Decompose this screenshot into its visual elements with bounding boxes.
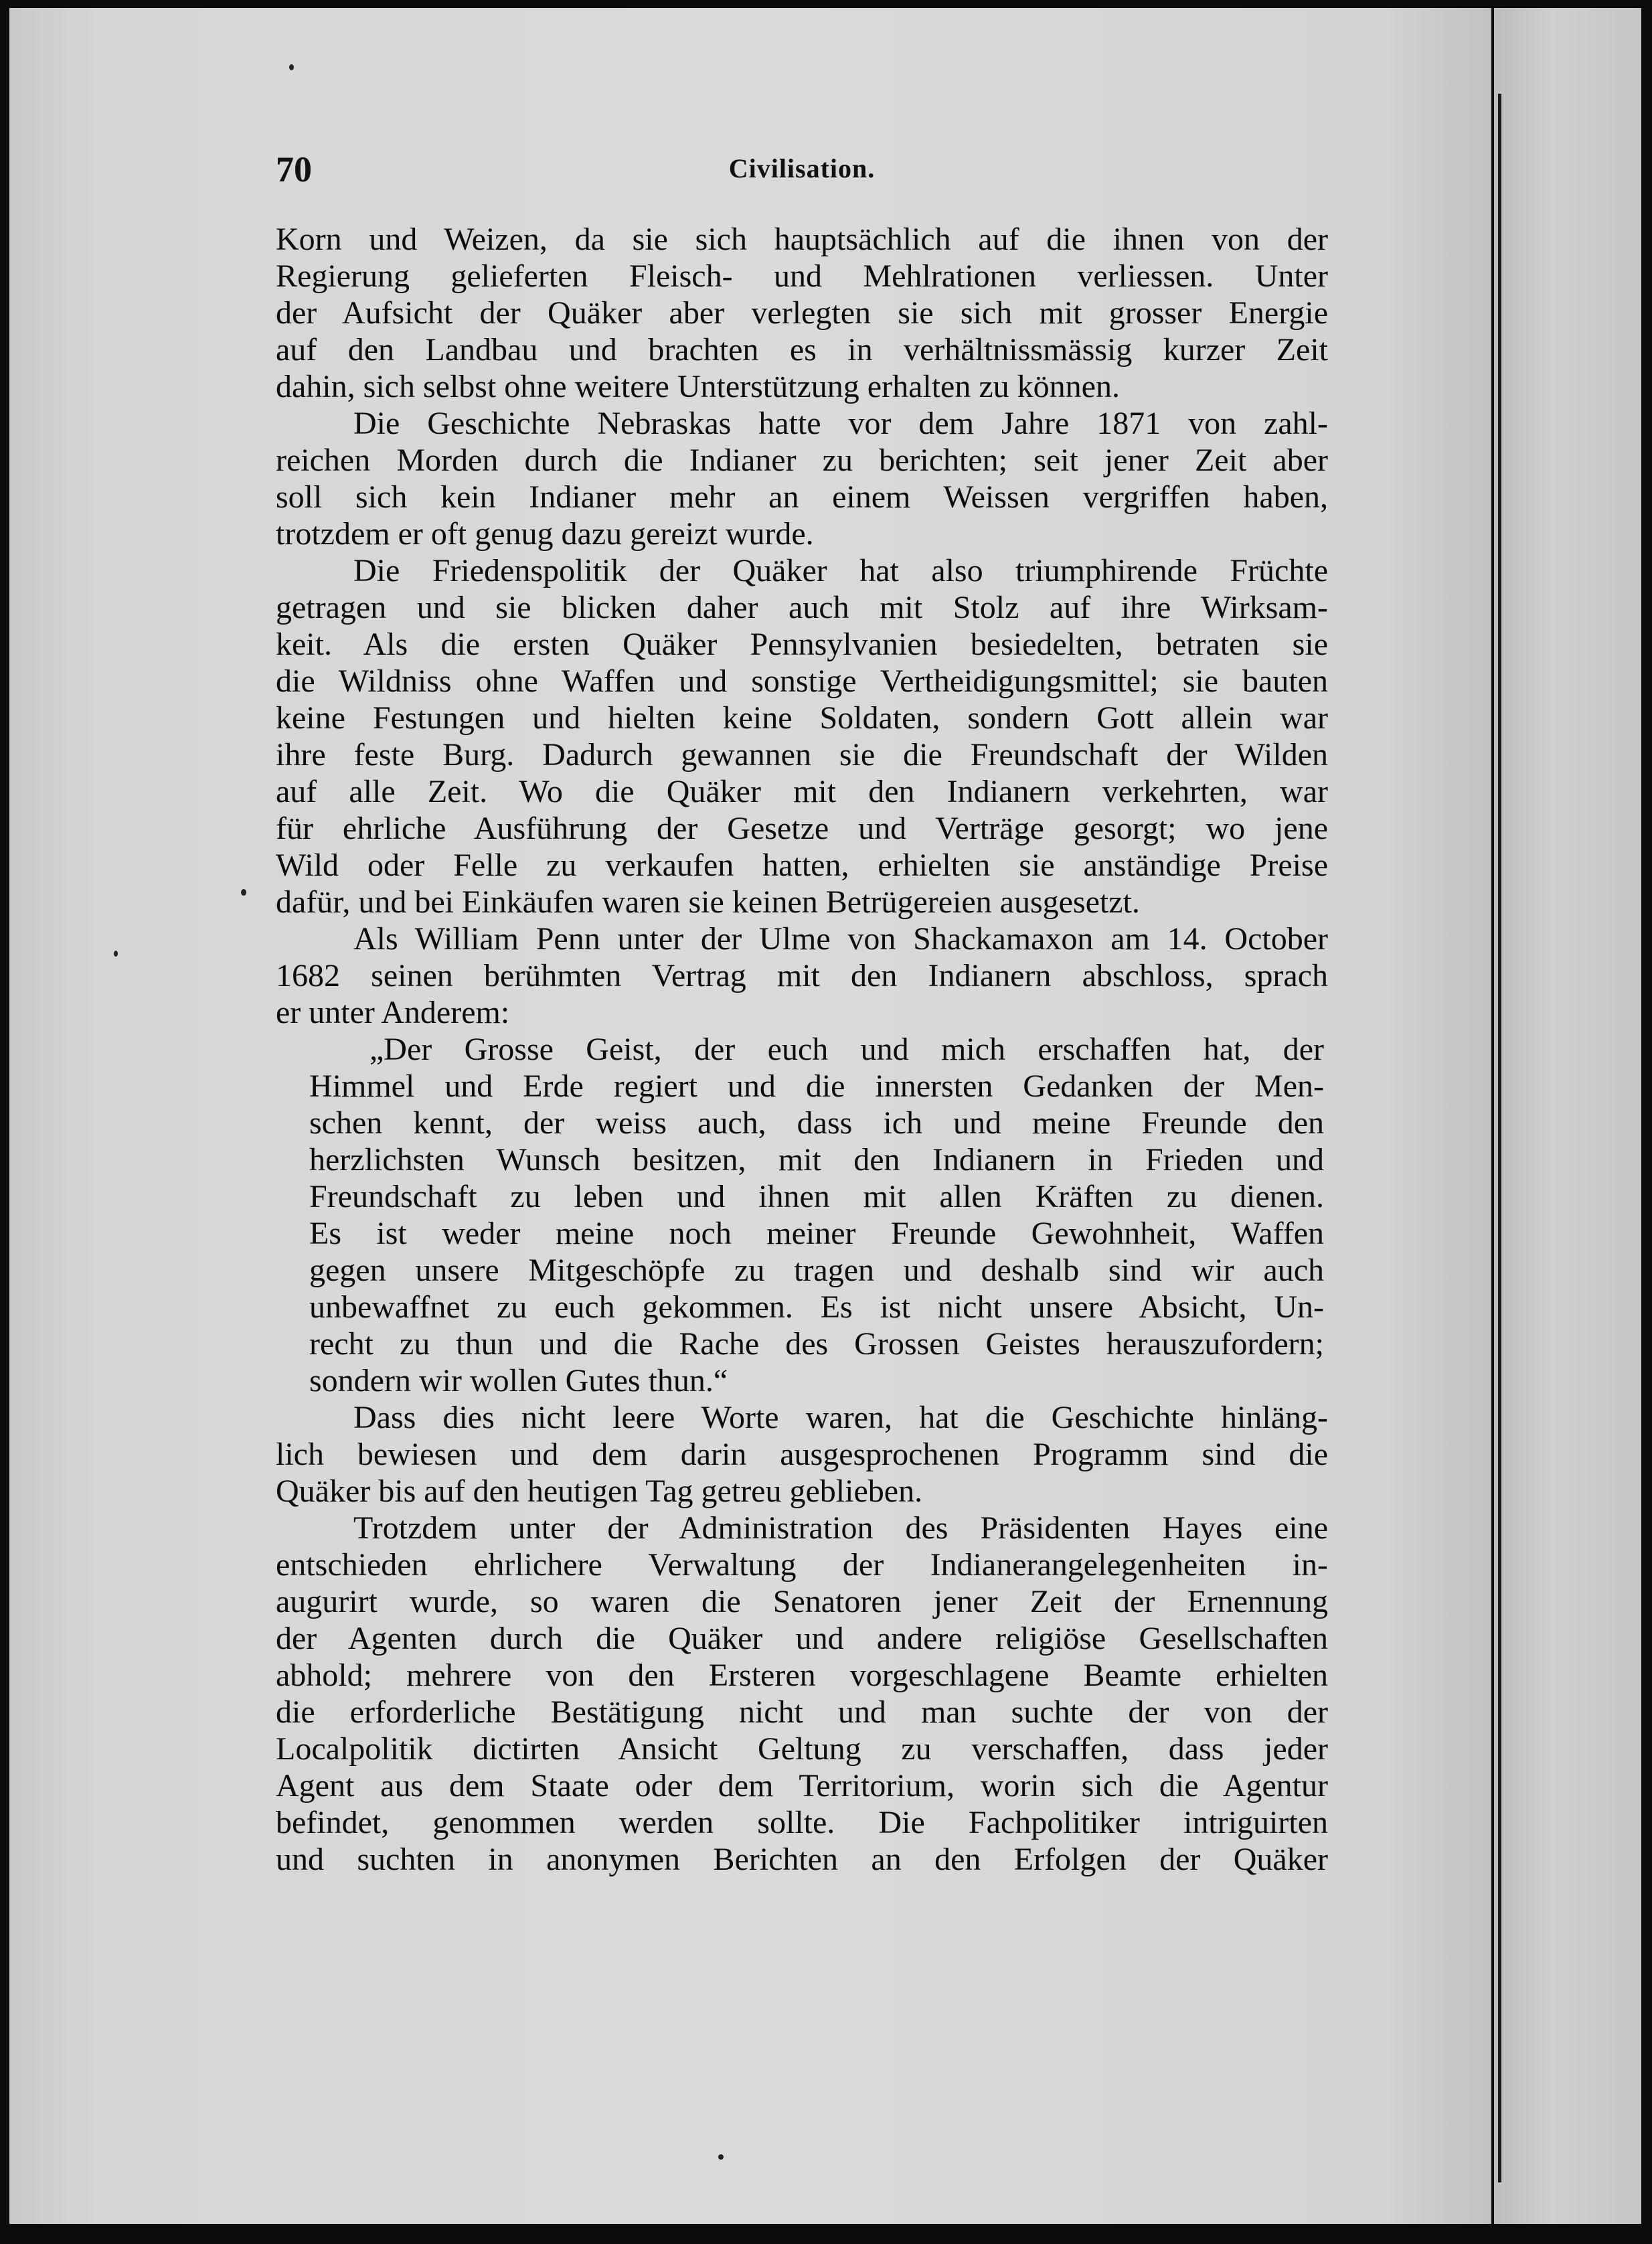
text-line: Dass dies nicht leere Worte waren, hat die Geschichte hinläng-	[353, 1400, 1328, 1435]
text-line: keit. Als die ersten Quäker Pennsylvanien besiedelten, betraten sie	[276, 627, 1328, 662]
body-text	[276, 221, 1328, 1878]
text-line: recht zu thun und die Rache des Grossen Geistes herauszufordern;	[309, 1326, 1324, 1362]
text-line: soll sich kein Indianer mehr an einem Weissen vergriffen haben,	[276, 479, 1328, 515]
text-line: dahin, sich selbst ohne weitere Unterstützung erhalten zu können.	[276, 369, 1120, 404]
text-line: Localpolitik dictirten Ansicht Geltung zu verschaffen, dass jeder	[276, 1731, 1328, 1767]
text-line: gegen unsere Mitgeschöpfe zu tragen und deshalb sind wir auch	[309, 1253, 1324, 1288]
text-line: auf den Landbau und brachten es in verhältnissmässig kurzer Zeit	[276, 332, 1328, 368]
text-line: abhold; mehrere von den Ersteren vorgeschlagene Beamte erhielten	[276, 1658, 1328, 1693]
paragraph	[276, 552, 1328, 920]
text-line: reichen Morden durch die Indianer zu berichten; seit jener Zeit aber	[276, 443, 1328, 478]
text-line: keine Festungen und hielten keine Soldaten, sondern Gott allein war	[276, 700, 1328, 736]
text-line: der Agenten durch die Quäker und andere religiöse Gesellschaften	[276, 1621, 1328, 1656]
text-line: augurirt wurde, so waren die Senatoren jener Zeit der Ernennung	[276, 1584, 1328, 1619]
text-line: dafür, und bei Einkäufen waren sie keinen Betrügereien ausgesetzt.	[276, 884, 1140, 920]
paragraph	[276, 1510, 1328, 1878]
running-title: Civilisation.	[728, 153, 876, 183]
scan-speck	[241, 889, 246, 896]
text-line: „Der Grosse Geist, der euch und mich erschaffen hat, der	[369, 1032, 1324, 1067]
text-line: ihre feste Burg. Dadurch gewannen sie die Freundschaft der Wilden	[276, 737, 1328, 773]
text-line: Die Friedenspolitik der Quäker hat also triumphirende Früchte	[353, 553, 1328, 588]
page-header	[276, 149, 1328, 202]
scan-speck	[114, 951, 118, 957]
text-line: Freundschaft zu leben und ihnen mit allen Kräften zu dienen.	[309, 1179, 1324, 1214]
paragraph	[276, 221, 1328, 405]
paragraph	[276, 920, 1328, 1031]
text-line: 1682 seinen berühmten Vertrag mit den Indianern abschloss, sprach	[276, 958, 1328, 993]
text-line: er unter Anderem:	[276, 995, 510, 1030]
text-line: Agent aus dem Staate oder dem Territorium, worin sich die Agentur	[276, 1768, 1328, 1804]
text-line: unbewaffnet zu euch gekommen. Es ist nicht unsere Absicht, Un-	[309, 1289, 1324, 1325]
text-line: befindet, genommen werden sollte. Die Fachpolitiker intriguirten	[276, 1805, 1328, 1840]
text-line: auf alle Zeit. Wo die Quäker mit den Indianern verkehrten, war	[276, 774, 1328, 809]
text-line: Regierung gelieferten Fleisch- und Mehlrationen verliessen. Unter	[276, 258, 1328, 294]
text-line: getragen und sie blicken daher auch mit Stolz auf ihre Wirksam-	[276, 590, 1328, 625]
text-line: der Aufsicht der Quäker aber verlegten sie sich mit grosser Energie	[276, 295, 1328, 331]
page-number: 70	[276, 149, 312, 189]
text-line: Korn und Weizen, da sie sich hauptsächlich auf die ihnen von der	[276, 222, 1328, 257]
facing-page-edge	[1494, 8, 1641, 2224]
text-line: entschieden ehrlichere Verwaltung der Indianerangelegenheiten in-	[276, 1547, 1328, 1583]
page-edge-shadow	[1498, 94, 1501, 2182]
text-line: Wild oder Felle zu verkaufen hatten, erhielten sie anständige Preise	[276, 848, 1328, 883]
text-line: Himmel und Erde regiert und die innersten Gedanken der Men-	[309, 1068, 1324, 1104]
text-line: Trotzdem unter der Administration des Präsidenten Hayes eine	[353, 1510, 1328, 1546]
text-line: sondern wir wollen Gutes thun.“	[309, 1363, 728, 1398]
text-line: Als William Penn unter der Ulme von Shackamaxon am 14. October	[353, 921, 1328, 957]
scan-speck	[289, 64, 294, 70]
text-line: die Wildniss ohne Waffen und sonstige Vertheidigungsmittel; sie bauten	[276, 663, 1328, 699]
text-line: für ehrliche Ausführung der Gesetze und Verträge gesorgt; wo jene	[276, 811, 1328, 846]
text-line: Es ist weder meine noch meiner Freunde Gewohnheit, Waffen	[309, 1216, 1324, 1251]
paragraph	[276, 405, 1328, 552]
text-line: und suchten in anonymen Berichten an den Erfolgen der Quäker	[276, 1842, 1328, 1877]
scan-speck	[718, 2154, 724, 2160]
paragraph	[276, 1399, 1328, 1510]
text-line: Die Geschichte Nebraskas hatte vor dem Jahre 1871 von zahl-	[353, 406, 1328, 441]
text-line: lich bewiesen und dem darin ausgesprochenen Programm sind die	[276, 1437, 1328, 1472]
text-line: die erforderliche Bestätigung nicht und man suchte der von der	[276, 1694, 1328, 1730]
text-line: Quäker bis auf den heutigen Tag getreu geblieben.	[276, 1473, 923, 1509]
text-line: trotzdem er oft genug dazu gereizt wurde.	[276, 516, 814, 552]
text-line: schen kennt, der weiss auch, dass ich und meine Freunde den	[309, 1105, 1324, 1141]
block-quote	[276, 1031, 1328, 1399]
text-line: herzlichsten Wunsch besitzen, mit den Indianern in Frieden und	[309, 1142, 1324, 1178]
